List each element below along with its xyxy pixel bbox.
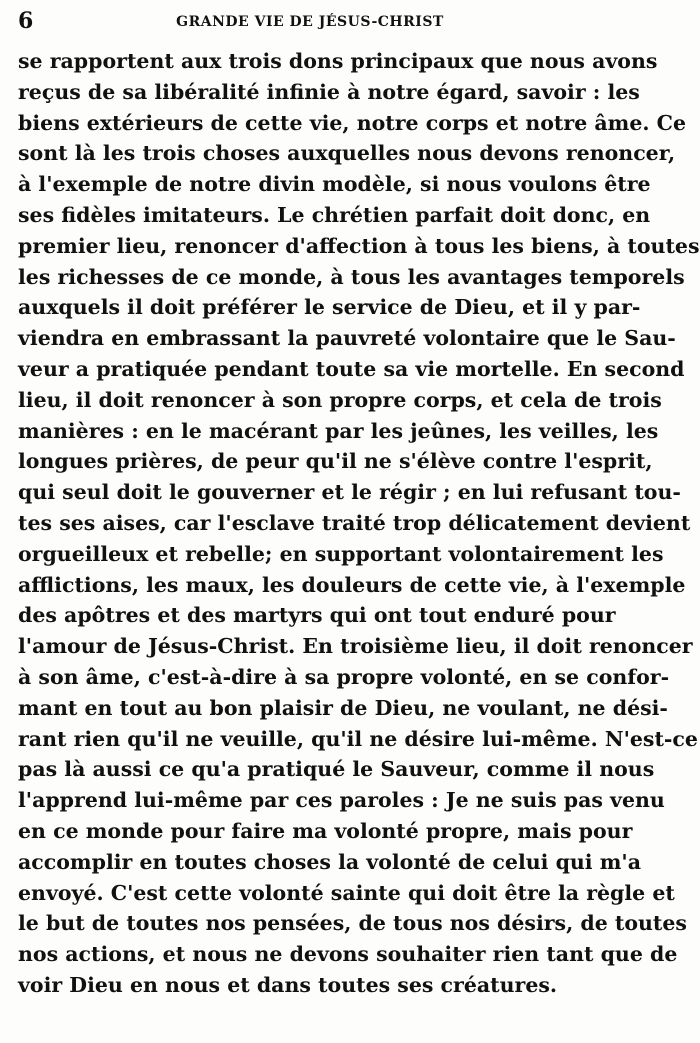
text-line: biens extérieurs de cette vie, notre corps et notre âme. Ce xyxy=(18,110,687,135)
page-header xyxy=(0,8,620,38)
text-line: l'amour de Jésus-Christ. En troisième lieu, il doit renoncer xyxy=(18,634,693,659)
text-line: à son âme, c'est-à-dire à sa propre volonté, en se confor- xyxy=(18,664,670,689)
text-line: afflictions, les maux, les douleurs de cette vie, à l'exemple xyxy=(18,572,686,597)
text-line: à l'exemple de notre divin modèle, si nous voulons être xyxy=(18,172,651,197)
text-line: premier lieu, renoncer d'affection à tous les biens, à toutes xyxy=(18,233,700,258)
text-line: manières : en le macérant par les jeûnes, les veilles, les xyxy=(18,418,659,443)
text-line: en ce monde pour faire ma volonté propre, mais pour xyxy=(18,818,633,843)
running-head: GRANDE VIE DE JÉSUS-CHRIST xyxy=(176,14,444,30)
text-line: l'apprend lui-même par ces paroles : Je ne suis pas venu xyxy=(18,788,665,813)
text-line: rant rien qu'il ne veuille, qu'il ne désire lui-même. N'est-ce xyxy=(18,726,698,751)
text-line: tes ses aises, car l'esclave traité trop délicatement devient xyxy=(18,510,691,535)
text-line: viendra en embrassant la pauvreté volontaire que le Sau- xyxy=(18,326,676,351)
text-line: se rapportent aux trois dons principaux que nous avons xyxy=(18,49,658,73)
text-line: orgueilleux et rebelle; en supportant volontairement les xyxy=(18,541,664,566)
page-number: 6 xyxy=(18,8,34,34)
text-line: le but de toutes nos pensées, de tous nos désirs, de toutes xyxy=(18,911,687,936)
text-line: des apôtres et des martyrs qui ont tout enduré pour xyxy=(18,603,616,628)
text-line: nos actions, et nous ne devons souhaiter rien tant que de xyxy=(18,942,678,967)
text-line: longues prières, de peur qu'il ne s'élève contre l'esprit, xyxy=(18,449,653,474)
text-line: reçus de sa libéralité infinie à notre égard, savoir : les xyxy=(18,79,640,104)
text-line: voir Dieu en nous et dans toutes ses créatures. xyxy=(18,972,558,997)
text-line: accomplir en toutes choses la volonté de celui qui m'a xyxy=(18,849,641,874)
text-line: lieu, il doit renoncer à son propre corps, et cela de trois xyxy=(18,387,662,412)
text-line: ses fidèles imitateurs. Le chrétien parfait doit donc, en xyxy=(18,202,651,227)
text-line: envoyé. C'est cette volonté sainte qui doit être la règle et xyxy=(18,880,675,905)
text-line: les richesses de ce monde, à tous les avantages temporels xyxy=(18,264,685,289)
text-line: sont là les trois choses auxquelles nous devons renoncer, xyxy=(18,141,676,166)
body-text xyxy=(18,46,700,1001)
text-line: mant en tout au bon plaisir de Dieu, ne voulant, ne dési- xyxy=(18,695,668,720)
text-line: qui seul doit le gouverner et le régir ; en lui refusant tou- xyxy=(18,480,681,505)
text-line: auxquels il doit préférer le service de Dieu, et il y par- xyxy=(18,295,641,320)
text-line: veur a pratiquée pendant toute sa vie mortelle. En second xyxy=(18,356,685,381)
text-line: pas là aussi ce qu'a pratiqué le Sauveur, comme il nous xyxy=(18,757,655,782)
